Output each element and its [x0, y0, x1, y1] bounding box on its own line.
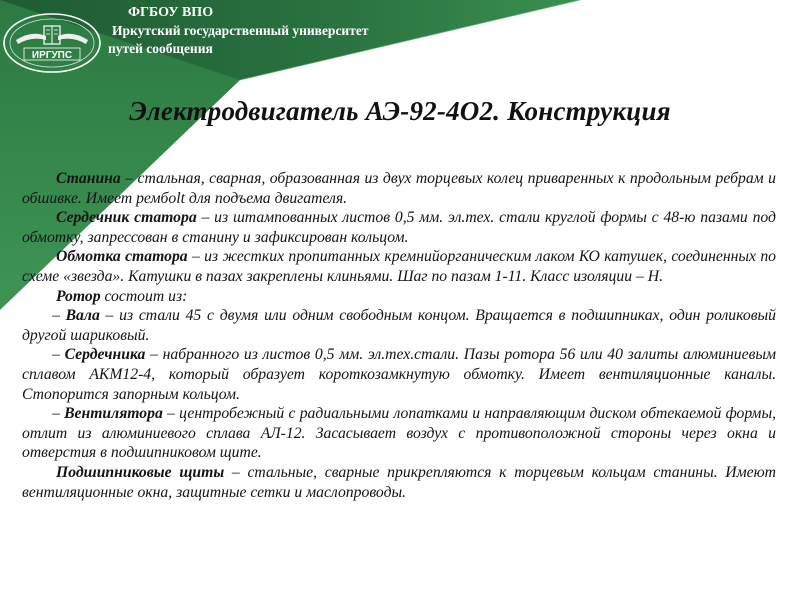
header-line-2: Иркутский государственный университет	[112, 23, 369, 38]
text-stator-core: – из штампованных листов 0,5 мм. эл.тех. стали круглой формы с 48-ю пазами под обмотку, запрессован в станину и зафиксирован кольцом.	[22, 209, 776, 246]
paragraph-stator-winding	[22, 247, 776, 286]
text-stanina: – стальная, сварная, образованная из двух торцевых колец приваренных к продольным ребрам и обшивке. Имеет рембolt для подъема двигателя.	[22, 170, 776, 207]
text-fan: – центробежный с радиальными лопатками и направляющим диском обтекаемой формы, отлит из алюминиевого сплава АЛ-12. Засасывает воздух с противоположной стороны через окна и отверстия в подшипниковом щите.	[22, 405, 776, 462]
term-stator-core: Сердечник статора	[56, 209, 197, 227]
paragraph-shaft	[22, 306, 776, 345]
term-rotor: Ротор	[56, 287, 101, 305]
paragraph-fan	[22, 404, 776, 463]
paragraph-stanina	[22, 169, 776, 208]
header-line-1: ФГБОУ ВПО	[128, 5, 214, 20]
university-header	[108, 4, 368, 58]
term-bearing-shields: Подшипниковые щиты	[56, 463, 225, 481]
term-fan: Вентилятора	[64, 405, 163, 423]
dash-rotor-core: –	[52, 346, 65, 364]
term-stanina: Станина	[56, 170, 121, 187]
text-stator-winding: – из жестких пропитанных кремнийорганическим лаком КО катушек, соединенных по схеме «звезда». Катушки в пазах закреплены клиньями. Шаг по пазам 1-11. Класс изоляции – Н.	[22, 248, 777, 285]
paragraph-stator-core	[22, 208, 776, 247]
paragraph-bearing-shields	[22, 463, 776, 502]
term-shaft: Вала	[65, 307, 100, 325]
text-bearing-shields: – стальные, сварные прикрепляются к торцевым кольцам станины. Имеют вентиляционные окна, защитные сетки и маслопроводы.	[22, 463, 777, 501]
paragraph-rotor	[22, 287, 776, 307]
slide-title: Электродвигатель АЭ-92-4О2. Конструкция	[129, 96, 671, 126]
dash-shaft: –	[52, 307, 66, 325]
term-rotor-core: Сердечника	[64, 346, 146, 364]
slide-body	[22, 169, 776, 502]
term-stator-winding: Обмотка статора	[56, 248, 188, 266]
logo-text: ИРГУПС	[31, 50, 73, 61]
university-logo-icon	[2, 12, 102, 74]
text-shaft: – из стали 45 с двумя или одним свободным концом. Вращается в подшипниках, один роликовый другой шариковый.	[22, 307, 777, 344]
paragraph-rotor-core	[22, 345, 776, 404]
header-line-3: путей сообщения	[108, 41, 213, 56]
text-rotor-core: – набранного из листов 0,5 мм. эл.тех.стали. Пазы ротора 56 или 40 залиты алюминиевым сплавом АКМ12-4, который образует короткозамкнутую обмотку. Имеет вентиляционные каналы. Стопорится запорным кольцом.	[22, 346, 777, 403]
dash-fan: –	[52, 405, 65, 423]
text-rotor: состоит из:	[100, 287, 188, 305]
